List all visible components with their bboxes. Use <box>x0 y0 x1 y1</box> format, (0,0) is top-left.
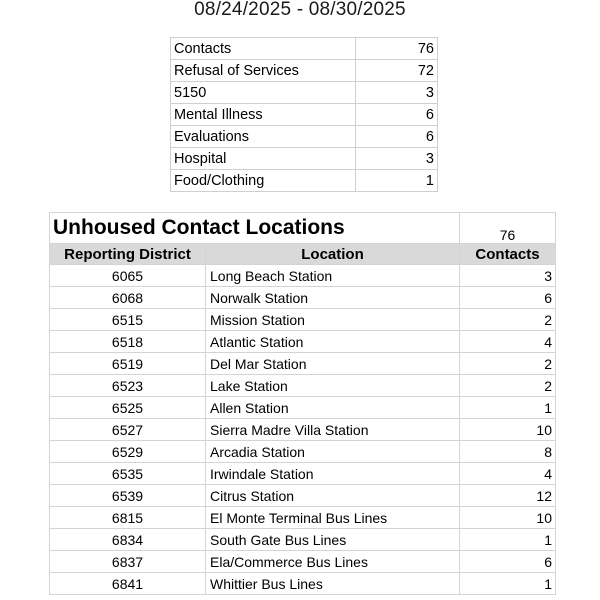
summary-value: 3 <box>356 148 438 170</box>
table-row <box>50 309 556 331</box>
summary-label: Food/Clothing <box>171 170 356 192</box>
district-cell: 6535 <box>50 463 206 485</box>
summary-value: 6 <box>356 104 438 126</box>
district-cell: 6529 <box>50 441 206 463</box>
table-row <box>50 441 556 463</box>
table-row <box>50 463 556 485</box>
district-cell: 6523 <box>50 375 206 397</box>
location-cell: Ela/Commerce Bus Lines <box>206 551 460 573</box>
table-row <box>50 507 556 529</box>
contacts-cell: 1 <box>460 529 556 551</box>
locations-total: 76 <box>460 213 556 244</box>
district-cell: 6527 <box>50 419 206 441</box>
location-cell: Sierra Madre Villa Station <box>206 419 460 441</box>
summary-row <box>171 38 438 60</box>
contacts-cell: 10 <box>460 419 556 441</box>
table-row <box>50 529 556 551</box>
column-header-location: Location <box>206 244 460 265</box>
summary-label: Evaluations <box>171 126 356 148</box>
summary-label: 5150 <box>171 82 356 104</box>
location-cell: South Gate Bus Lines <box>206 529 460 551</box>
table-row <box>50 573 556 595</box>
table-row <box>50 287 556 309</box>
district-cell: 6525 <box>50 397 206 419</box>
summary-label: Hospital <box>171 148 356 170</box>
district-cell: 6539 <box>50 485 206 507</box>
summary-value: 72 <box>356 60 438 82</box>
district-cell: 6841 <box>50 573 206 595</box>
table-row <box>50 419 556 441</box>
summary-value: 76 <box>356 38 438 60</box>
contacts-cell: 1 <box>460 397 556 419</box>
location-cell: Lake Station <box>206 375 460 397</box>
table-row <box>50 375 556 397</box>
summary-row <box>171 148 438 170</box>
table-row <box>50 265 556 287</box>
contacts-cell: 4 <box>460 331 556 353</box>
location-cell: Irwindale Station <box>206 463 460 485</box>
contacts-cell: 6 <box>460 551 556 573</box>
table-row <box>50 331 556 353</box>
locations-title: Unhoused Contact Locations <box>50 213 460 244</box>
contacts-cell: 3 <box>460 265 556 287</box>
contacts-cell: 2 <box>460 353 556 375</box>
table-row <box>50 397 556 419</box>
district-cell: 6837 <box>50 551 206 573</box>
district-cell: 6065 <box>50 265 206 287</box>
contacts-cell: 12 <box>460 485 556 507</box>
contacts-cell: 1 <box>460 573 556 595</box>
summary-row <box>171 126 438 148</box>
column-header-district: Reporting District <box>50 244 206 265</box>
location-cell: Atlantic Station <box>206 331 460 353</box>
location-cell: Del Mar Station <box>206 353 460 375</box>
date-range-heading: 08/24/2025 - 08/30/2025 <box>194 0 406 20</box>
summary-row <box>171 104 438 126</box>
locations-header-row <box>50 244 556 265</box>
contacts-cell: 2 <box>460 375 556 397</box>
summary-table <box>170 37 438 192</box>
summary-row <box>171 170 438 192</box>
district-cell: 6834 <box>50 529 206 551</box>
table-row <box>50 551 556 573</box>
location-cell: Whittier Bus Lines <box>206 573 460 595</box>
district-cell: 6519 <box>50 353 206 375</box>
location-cell: Mission Station <box>206 309 460 331</box>
contacts-cell: 2 <box>460 309 556 331</box>
summary-value: 1 <box>356 170 438 192</box>
table-row <box>50 485 556 507</box>
table-row <box>50 353 556 375</box>
contacts-cell: 8 <box>460 441 556 463</box>
location-cell: Long Beach Station <box>206 265 460 287</box>
contacts-cell: 10 <box>460 507 556 529</box>
locations-title-row <box>50 213 556 244</box>
contacts-cell: 6 <box>460 287 556 309</box>
district-cell: 6515 <box>50 309 206 331</box>
summary-label: Contacts <box>171 38 356 60</box>
summary-value: 3 <box>356 82 438 104</box>
summary-value: 6 <box>356 126 438 148</box>
summary-label: Refusal of Services <box>171 60 356 82</box>
summary-row <box>171 82 438 104</box>
location-cell: Citrus Station <box>206 485 460 507</box>
summary-label: Mental Illness <box>171 104 356 126</box>
location-cell: Arcadia Station <box>206 441 460 463</box>
summary-row <box>171 60 438 82</box>
locations-table <box>49 212 556 595</box>
location-cell: El Monte Terminal Bus Lines <box>206 507 460 529</box>
district-cell: 6815 <box>50 507 206 529</box>
location-cell: Allen Station <box>206 397 460 419</box>
location-cell: Norwalk Station <box>206 287 460 309</box>
contacts-cell: 4 <box>460 463 556 485</box>
district-cell: 6068 <box>50 287 206 309</box>
column-header-contacts: Contacts <box>460 244 556 265</box>
district-cell: 6518 <box>50 331 206 353</box>
